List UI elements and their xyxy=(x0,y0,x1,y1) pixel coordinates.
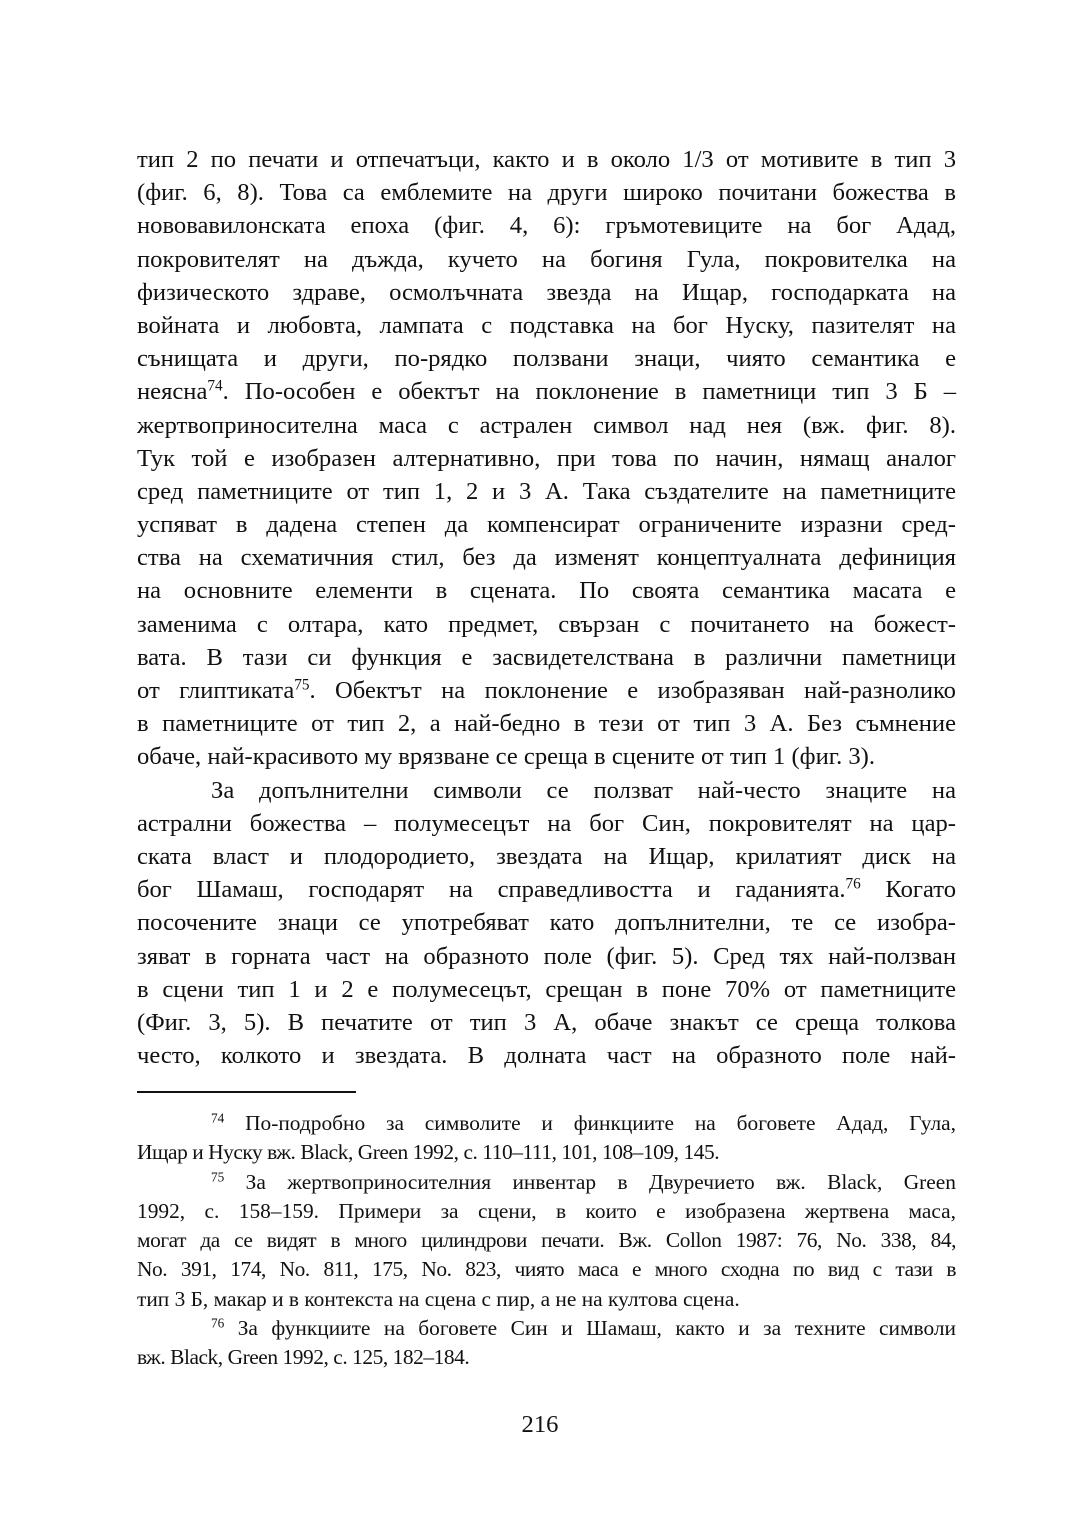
footnote-line: 1992, с. 158–159. Примери за сцени, в които е изобразена жертвена маса, xyxy=(137,1198,956,1223)
body-line: на основните елементи в сцената. По своята семантика масата е xyxy=(137,577,956,605)
body-line: успяват в дадена степен да компенсират ограничените изразни сред- xyxy=(137,511,956,539)
body-line: (Фиг. 3, 5). В печатите от тип 3 А, обаче знакът се среща толкова xyxy=(137,1008,956,1036)
body-line: нововавилонската епоха (фиг. 4, 6): гръмотевиците на бог Адад, xyxy=(137,212,956,240)
body-line: посочените знаци се употребяват като допълнителни, те се изобра- xyxy=(137,909,956,937)
footnote-line: Ищар и Нуску вж. Black, Green 1992, с. 110–111, 101, 108–109, 145. xyxy=(137,1140,720,1165)
footnote-separator xyxy=(137,1091,356,1093)
body-line: сред паметниците от тип 1, 2 и 3 А. Така създателите на паметниците xyxy=(137,477,956,505)
page-number: 216 xyxy=(521,1411,559,1438)
footnote-line: вж. Black, Green 1992, с. 125, 182–184. xyxy=(137,1345,470,1370)
body-line: зяват в горната част на образното поле (фиг. 5). Сред тях най-ползван xyxy=(137,942,956,970)
footnote-ref-76[interactable]: 76 xyxy=(845,875,861,893)
footnote-line xyxy=(137,1168,956,1197)
footnote-number: 76 xyxy=(211,1315,225,1331)
body-line: често, колкото и звездата. В долната част на образното поле най- xyxy=(137,1042,956,1070)
body-line: заменима с олтара, като предмет, свързан с почитането на божест- xyxy=(137,610,956,638)
body-line: войната и любовта, лампата с подставка на бог Нуску, пазителят на xyxy=(137,311,956,339)
footnote-line: No. 391, 174, No. 811, 175, No. 823, чиято маса е много сходна по вид с тази в xyxy=(137,1257,956,1282)
text-run: За функциите на боговете Син и Шамаш, както и за техните символи xyxy=(224,1316,956,1341)
text-run: неясна xyxy=(137,378,208,406)
footnote-number: 75 xyxy=(211,1169,225,1185)
footnotes xyxy=(137,1109,956,1373)
body-line: Тук той е изобразен алтернативно, при това по начин, нямащ аналог xyxy=(137,444,956,472)
body-line: тип 2 по печати и отпечатъци, както и в около 1/3 от мотивите в тип 3 xyxy=(137,146,956,173)
paragraph-first-line: За допълнителни символи се ползват най-често знаците на xyxy=(211,776,956,804)
body-line xyxy=(137,375,956,408)
body-line: в паметниците от тип 2, а най-бедно в тези от тип 3 А. Без съмнение xyxy=(137,710,956,738)
body-line xyxy=(137,674,956,707)
footnote-76 xyxy=(137,1314,956,1373)
footnote-75 xyxy=(137,1168,956,1314)
footnote-number: 74 xyxy=(211,1110,225,1126)
body-line: обаче, най-красивото му врязване се среща в сцените от тип 1 (фиг. 3). xyxy=(137,743,876,771)
body-line: астрални божества – полумесецът на бог Син, покровителят на цар- xyxy=(137,809,956,837)
body-line: ства на схематичния стил, без да изменят концептуалната дефиниция xyxy=(137,544,956,572)
text-run: бог Шамаш, господарят на справедливостта и гаданията. xyxy=(137,876,846,904)
footnote-ref-75[interactable]: 75 xyxy=(294,676,310,694)
footnote-line xyxy=(137,1109,956,1138)
body-line: ската власт и плодородието, звездата на Ищар, крилатият диск на xyxy=(137,842,956,870)
body-line: физическото здраве, осмолъчната звезда на Ищар, господарката на xyxy=(137,278,956,306)
footnote-74 xyxy=(137,1109,956,1168)
body-line: вата. В тази си функция е засвидетелствана в различни паметници xyxy=(137,643,956,671)
body-line: (фиг. 6, 8). Това са емблемите на други широко почитани божества в xyxy=(137,179,956,207)
footnote-line xyxy=(137,1314,956,1343)
text-run: . Обектът на поклонение е изобразяван най-разнолико xyxy=(309,677,956,704)
footnote-ref-74[interactable]: 74 xyxy=(207,377,223,395)
body-line: сънищата и други, по-рядко ползвани знаци, чиято семантика е xyxy=(137,345,956,373)
text-run: Когато xyxy=(860,876,956,904)
text-run: . По-особен е обектът на поклонение в паметници тип 3 Б – xyxy=(222,378,956,406)
body-line xyxy=(137,873,956,906)
text-run: от глиптиката xyxy=(137,677,295,704)
body-line: в сцени тип 1 и 2 е полумесецът, срещан в поне 70% от паметниците xyxy=(137,975,956,1003)
footnote-line: могат да се видят в много цилиндрови печати. Вж. Collon 1987: 76, No. 338, 84, xyxy=(137,1228,956,1253)
text-run: За жертвоприносителния инвентар в Двуречието вж. Black, Green xyxy=(224,1169,956,1194)
body-line: покровителят на дъжда, кучето на богиня Гула, покровителка на xyxy=(137,245,956,273)
body-line: жертвоприносителна маса с астрален символ над нея (вж. фиг. 8). xyxy=(137,411,956,439)
footnote-line: тип 3 Б, макар и в контекста на сцена с пир, а не на култова сцена. xyxy=(137,1286,740,1311)
text-run: По-подробно за символите и финкциите на боговете Адад, Гула, xyxy=(224,1111,956,1135)
main-text xyxy=(137,143,956,1072)
